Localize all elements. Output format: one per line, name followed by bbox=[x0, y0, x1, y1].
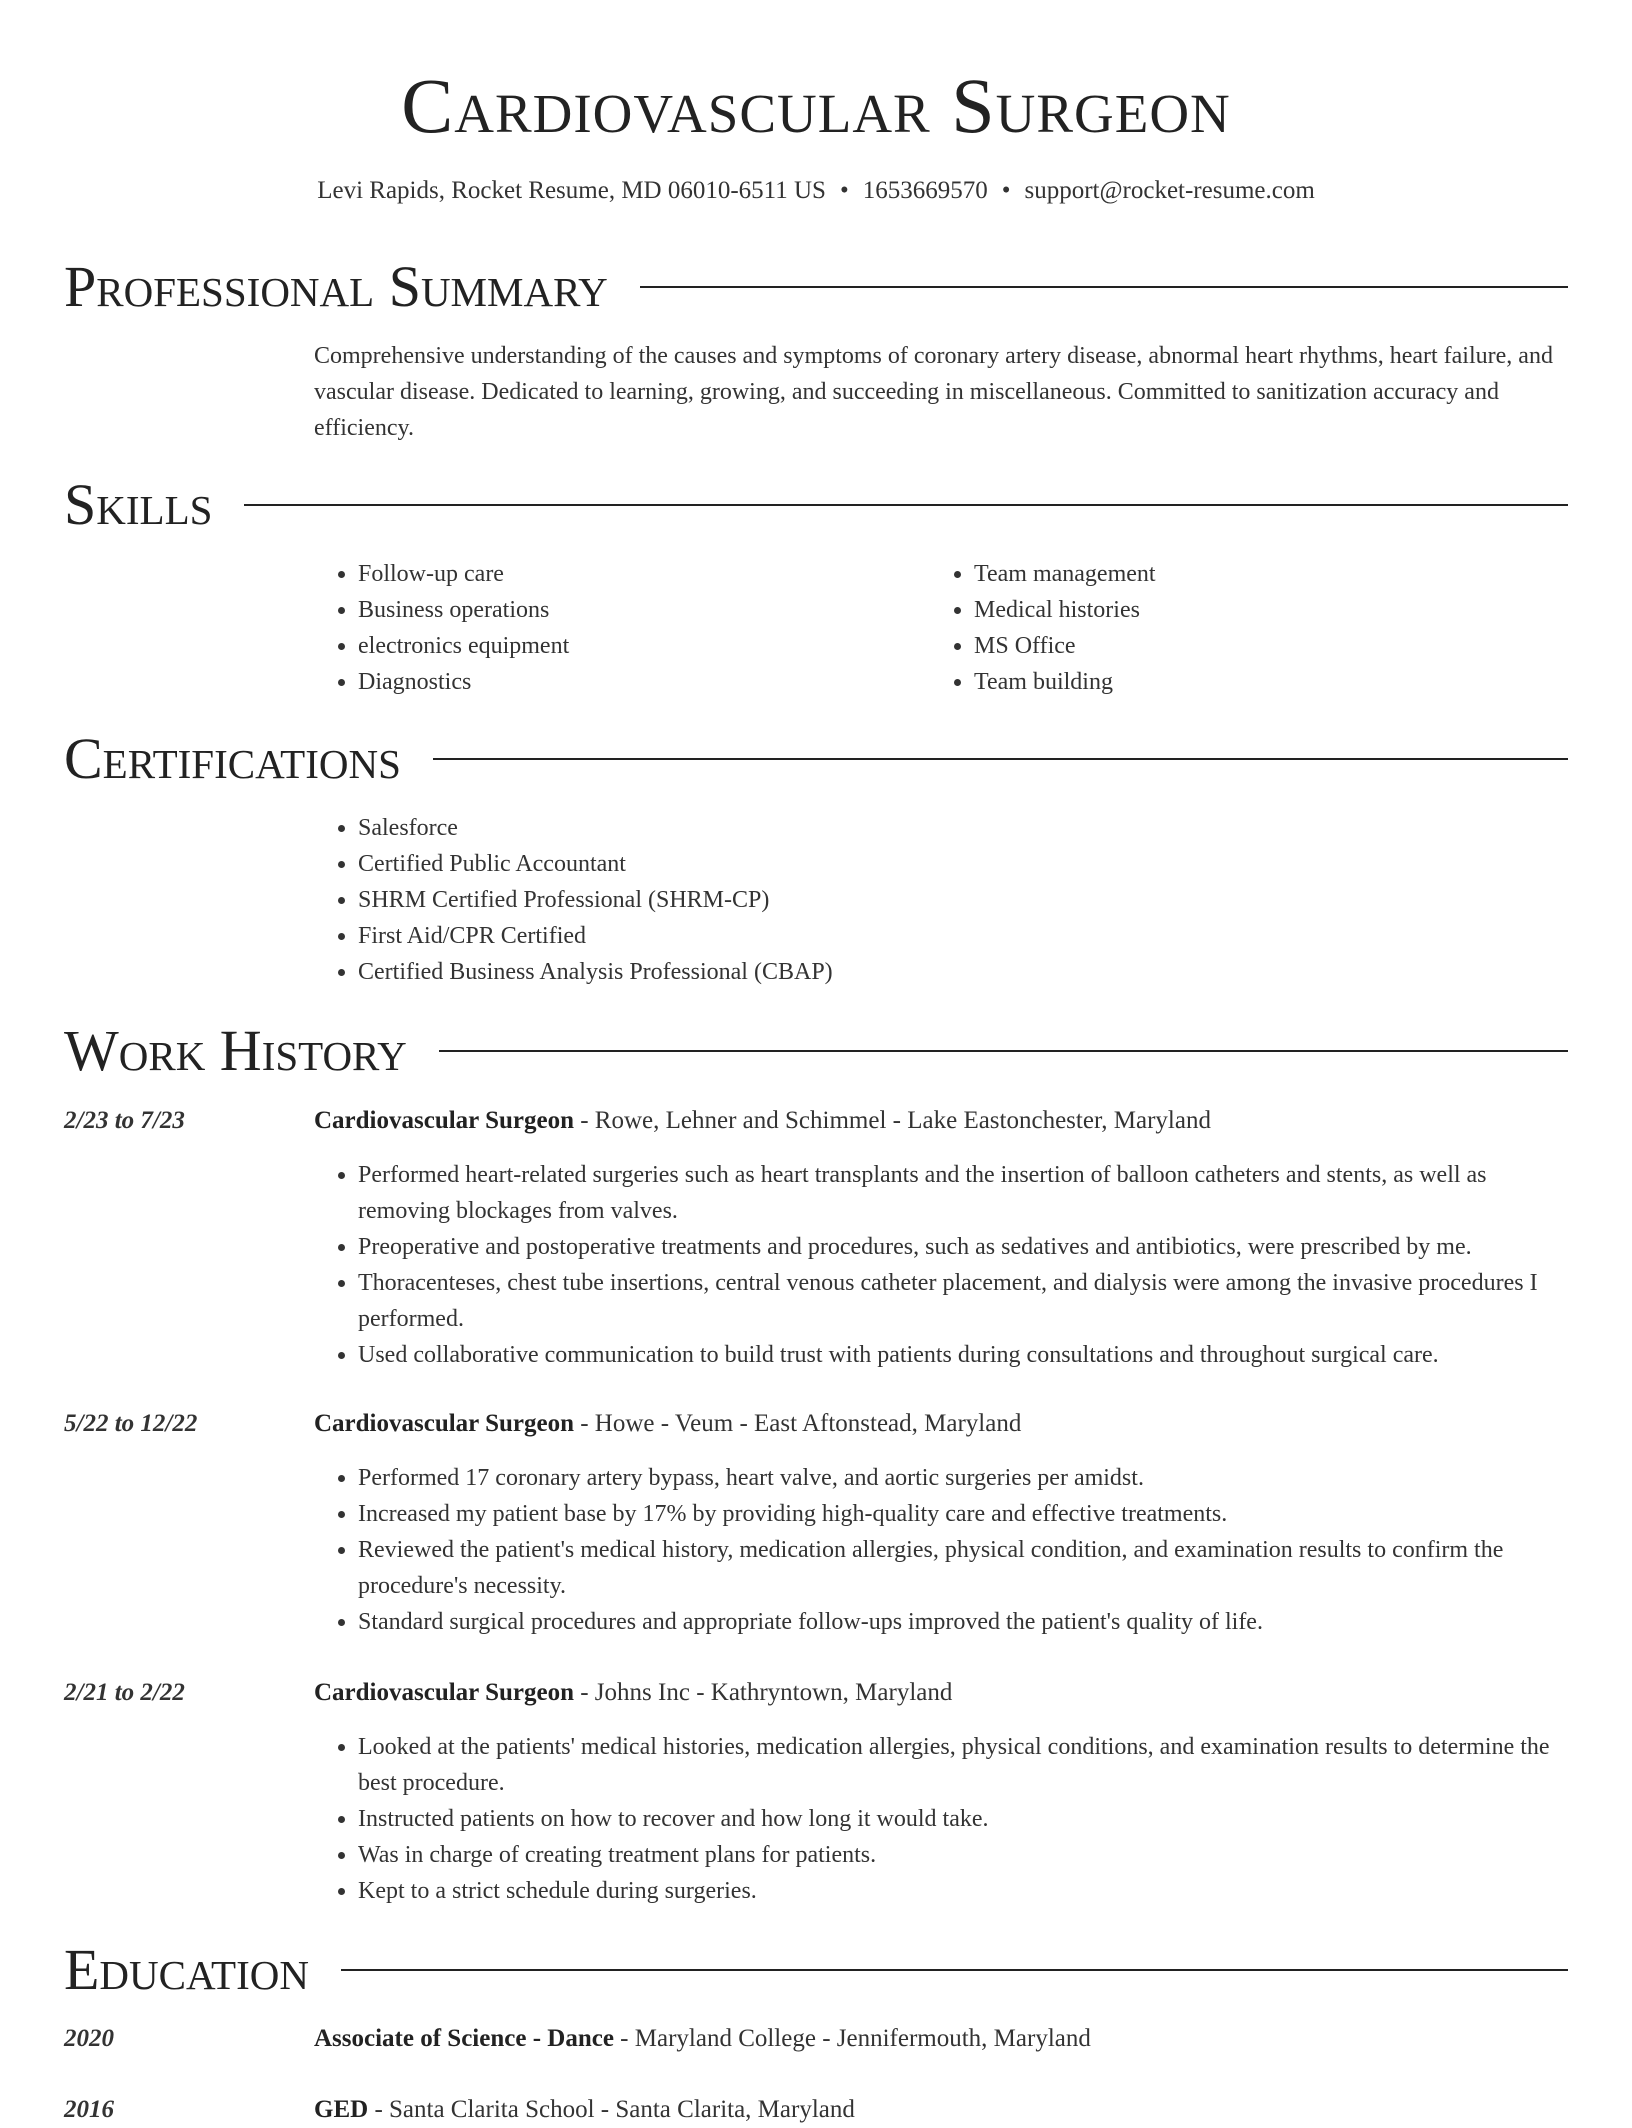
skill-item: • electronics equipment bbox=[358, 628, 914, 664]
job-bullet: • Used collaborative communication to build trust with patients during consultations and throughout surgical care. bbox=[358, 1337, 1568, 1373]
section-divider bbox=[640, 286, 1568, 288]
education-school-location: - Santa Clarita School - Santa Clarita, Maryland bbox=[368, 2096, 855, 2123]
education-year: 2020 bbox=[64, 2025, 114, 2052]
contact-separator: • bbox=[839, 177, 849, 204]
education-degree: Associate of Science - Dance bbox=[314, 2025, 614, 2052]
job-title-line bbox=[314, 1675, 1568, 1711]
education-line bbox=[314, 2092, 1568, 2128]
job-bullet: • Thoracenteses, chest tube insertions, central venous catheter placement, and dialysis were among the invasive procedures I performed. bbox=[358, 1265, 1568, 1337]
contact-phone: 1653669570 bbox=[862, 177, 988, 204]
certifications-list bbox=[314, 810, 1568, 990]
skill-item: • Team building bbox=[974, 664, 1530, 700]
contact-address: Levi Rapids, Rocket Resume, MD 06010-6511 US bbox=[317, 177, 826, 204]
certification-item: • Certified Business Analysis Professional (CBAP) bbox=[358, 954, 1568, 990]
job-bullet: • Preoperative and postoperative treatments and procedures, such as sedatives and antibiotics, were prescribed by me. bbox=[358, 1229, 1568, 1265]
summary-section-header bbox=[64, 252, 1568, 322]
education-degree: GED bbox=[314, 2096, 369, 2123]
certification-item: • Certified Public Accountant bbox=[358, 846, 1568, 882]
certification-item: • First Aid/CPR Certified bbox=[358, 918, 1568, 954]
certification-item: • Salesforce bbox=[358, 810, 1568, 846]
resume-name: Cardiovascular Surgeon bbox=[401, 62, 1231, 149]
job-employer-location: - Howe - Veum - East Aftonstead, Maryland bbox=[573, 1410, 1022, 1437]
job-bullets bbox=[314, 1729, 1568, 1909]
section-title-education: Education bbox=[64, 1937, 309, 2002]
job-dates: 2/21 to 2/22 bbox=[64, 1679, 185, 1706]
job-employer-location: - Johns Inc - Kathryntown, Maryland bbox=[573, 1679, 953, 1706]
job-role: Cardiovascular Surgeon bbox=[314, 1410, 574, 1437]
job-title-line bbox=[314, 1406, 1568, 1442]
certification-item: • SHRM Certified Professional (SHRM-CP) bbox=[358, 882, 1568, 918]
job-bullet: • Was in charge of creating treatment plans for patients. bbox=[358, 1837, 1568, 1873]
skills-column-right bbox=[930, 556, 1530, 700]
education-section-header bbox=[64, 1935, 1568, 2005]
skill-item: • Diagnostics bbox=[358, 664, 914, 700]
education-year: 2016 bbox=[64, 2096, 114, 2123]
job-bullet: • Performed 17 coronary artery bypass, heart valve, and aortic surgeries per amidst. bbox=[358, 1460, 1568, 1496]
skill-item: • MS Office bbox=[974, 628, 1530, 664]
job-bullet: • Increased my patient base by 17% by providing high-quality care and effective treatments. bbox=[358, 1496, 1568, 1532]
job-bullet: • Kept to a strict schedule during surgeries. bbox=[358, 1873, 1568, 1909]
certifications-section-header bbox=[64, 724, 1568, 794]
job-bullet: • Performed heart-related surgeries such as heart transplants and the insertion of balloon catheters and stents, as well as removing blockages from valves. bbox=[358, 1157, 1568, 1229]
education-school-location: - Maryland College - Jennifermouth, Maryland bbox=[613, 2025, 1091, 2052]
job-bullets bbox=[314, 1460, 1568, 1640]
job-bullet: • Standard surgical procedures and appropriate follow-ups improved the patient's quality of life. bbox=[358, 1604, 1568, 1640]
section-title-certifications: Certifications bbox=[64, 726, 401, 791]
skill-item: • Team management bbox=[974, 556, 1530, 592]
section-title-summary: Professional Summary bbox=[64, 254, 608, 319]
job-bullet: • Looked at the patients' medical histories, medication allergies, physical conditions, and examination results to determine the best procedure. bbox=[358, 1729, 1568, 1801]
job-employer-location: - Rowe, Lehner and Schimmel - Lake Eastonchester, Maryland bbox=[573, 1107, 1211, 1134]
skill-item: • Medical histories bbox=[974, 592, 1530, 628]
job-role: Cardiovascular Surgeon bbox=[314, 1679, 574, 1706]
section-title-skills: Skills bbox=[64, 472, 213, 537]
work-section-header bbox=[64, 1016, 1568, 1086]
education-line bbox=[314, 2021, 1568, 2057]
job-bullet: • Reviewed the patient's medical history, medication allergies, physical condition, and examination results to confirm the procedure's necessity. bbox=[358, 1532, 1568, 1604]
section-divider bbox=[433, 758, 1568, 760]
contact-separator: • bbox=[1001, 177, 1011, 204]
contact-email: support@rocket-resume.com bbox=[1024, 177, 1315, 204]
section-divider bbox=[439, 1050, 1568, 1052]
job-dates: 5/22 to 12/22 bbox=[64, 1410, 198, 1437]
job-role: Cardiovascular Surgeon bbox=[314, 1107, 574, 1134]
job-dates: 2/23 to 7/23 bbox=[64, 1107, 185, 1134]
skills-section-header bbox=[64, 470, 1568, 540]
section-divider bbox=[244, 504, 1568, 506]
skill-item: • Business operations bbox=[358, 592, 914, 628]
job-title-line bbox=[314, 1103, 1568, 1139]
job-bullets bbox=[314, 1157, 1568, 1373]
job-bullet: • Instructed patients on how to recover and how long it would take. bbox=[358, 1801, 1568, 1837]
summary-text: Comprehensive understanding of the causes and symptoms of coronary artery disease, abnormal heart rhythms, heart failure, and vascular disease. Dedicated to learning, growing, and succeeding in miscellaneous. Committed to sanitization accuracy and efficiency. bbox=[314, 343, 1553, 441]
skills-column-left bbox=[314, 556, 914, 700]
section-title-work: Work History bbox=[64, 1018, 407, 1083]
contact-line bbox=[0, 174, 1632, 208]
section-divider bbox=[341, 1969, 1568, 1971]
skill-item: • Follow-up care bbox=[358, 556, 914, 592]
